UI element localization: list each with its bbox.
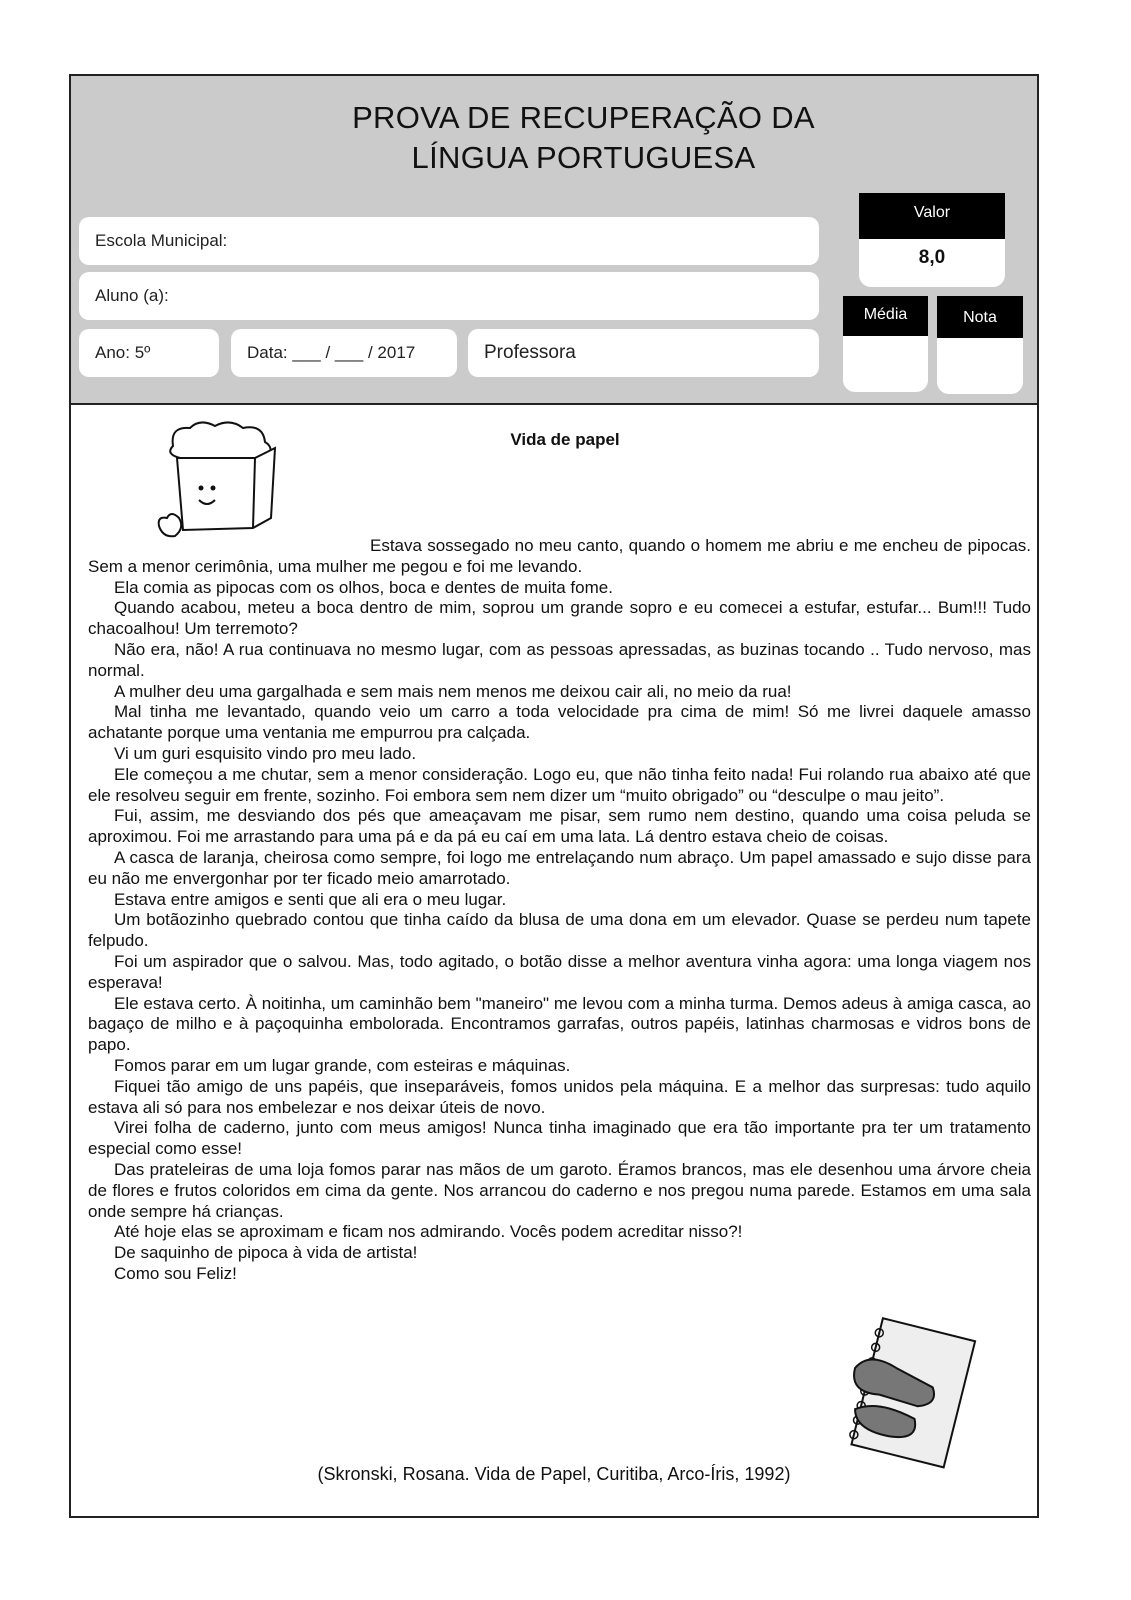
story-paragraph: Como sou Feliz! bbox=[114, 1263, 237, 1283]
story-paragraph: Ela comia as pipocas com os olhos, boca e dentes de muita fome. bbox=[114, 577, 613, 597]
value-label: Valor bbox=[859, 193, 1005, 239]
year-field[interactable] bbox=[79, 329, 219, 377]
school-field[interactable] bbox=[79, 217, 819, 265]
teacher-label: Professora bbox=[484, 342, 576, 363]
story-paragraph: Ele estava certo. À noitinha, um caminhão bem "maneiro" me levou com a minha turma. Demos adeus à amiga casca, ao bagaço de milho e à paçoquinha embolorada. Encontramos garrafas, outros papéis, latinhas charmosas e vidros bons de papo. bbox=[88, 993, 1031, 1055]
story-paragraph: Foi um aspirador que o salvou. Mas, todo agitado, o botão disse a melhor aventura vinha agora: uma longa viagem nos esperava! bbox=[88, 951, 1031, 992]
story-paragraph: De saquinho de pipoca à vida de artista! bbox=[114, 1243, 418, 1263]
date-label: Data: ___ / ___ / 2017 bbox=[247, 343, 416, 362]
school-label: Escola Municipal: bbox=[95, 231, 228, 250]
value-box bbox=[859, 193, 1005, 287]
exam-title-line2: LÍNGUA PORTUGUESA bbox=[411, 140, 756, 175]
student-field[interactable] bbox=[79, 272, 819, 320]
story-paragraph: Fui, assim, me desviando dos pés que ameaçavam me pisar, sem rumo nem destino, quando uma coisa peluda se aproximou. Foi me arrastando para uma pá e da pá eu caí em uma lata. Lá dentro estava cheio de coisas. bbox=[88, 806, 1031, 847]
story-text bbox=[88, 536, 1031, 1285]
exam-header bbox=[71, 76, 1037, 405]
story-paragraph: A mulher deu uma gargalhada e sem mais nem menos me deixou cair ali, no meio da rua! bbox=[114, 681, 792, 701]
story-paragraph: Estava entre amigos e senti que ali era o meu lugar. bbox=[114, 889, 507, 909]
story-paragraph: Fiquei tão amigo de uns papéis, que inseparáveis, fomos unidos pela máquina. E a melhor das surpresas: tudo aquilo estava ali só para nos embelezar e nos deixar úteis de novo. bbox=[88, 1076, 1031, 1117]
notebook-character-illustration bbox=[821, 1311, 991, 1476]
story-paragraph: Mal tinha me levantado, quando veio um carro a toda velocidade pra cima de mim! Só me livrei daquele amasso achatante porque uma ventania me empurrou pra calçada. bbox=[88, 702, 1031, 743]
story-paragraph: Até hoje elas se aproximam e ficam nos admirando. Vocês podem acreditar nisso?! bbox=[114, 1222, 743, 1242]
date-field[interactable] bbox=[231, 329, 457, 377]
story-paragraph: Vi um guri esquisito vindo pro meu lado. bbox=[114, 743, 417, 763]
story-paragraph: Das prateleiras de uma loja fomos parar nas mãos de um garoto. Éramos brancos, mas ele desenhou uma árvore cheia de flores e frutos coloridos em cima da gente. Nos arrancou do caderno e nos pregou numa parede. Estamos em uma sala onde sempre há crianças. bbox=[88, 1159, 1031, 1221]
story-paragraph: Ele começou a me chutar, sem a menor consideração. Logo eu, que não tinha feito nada! Fui rolando rua abaixo até que ele resolveu seguir em frente, sozinho. Foi embora sem nem dizer um “muito obrigado” ou “desculpe o mau jeito”. bbox=[88, 764, 1031, 805]
story-paragraph: Um botãozinho quebrado contou que tinha caído da blusa de uma dona em um elevador. Quase se perdeu num tapete felpudo. bbox=[88, 910, 1031, 951]
exam-title-line1: PROVA DE RECUPERAÇÃO DA bbox=[352, 100, 815, 135]
story-paragraph: Quando acabou, meteu a boca dentro de mim, soprou um grande sopro e eu comecei a estufar, estufar... Bum!!! Tudo chacoalhou! Um terremoto? bbox=[88, 598, 1031, 639]
average-label: Média bbox=[843, 296, 928, 336]
story-paragraph: Estava sossegado no meu canto, quando o homem me abriu e me encheu de pipocas. Sem a menor cerimônia, uma mulher me pegou e foi me levando. bbox=[88, 536, 1031, 576]
student-label: Aluno (a): bbox=[95, 286, 169, 305]
teacher-field[interactable] bbox=[468, 329, 819, 377]
average-box[interactable] bbox=[843, 296, 928, 392]
grade-label: Nota bbox=[937, 296, 1023, 338]
story-title: Vida de papel bbox=[510, 430, 620, 449]
value-amount: 8,0 bbox=[918, 247, 946, 268]
story-paragraph: Não era, não! A rua continuava no mesmo lugar, com as pessoas apressadas, as buzinas tocando .. Tudo nervoso, mas normal. bbox=[88, 639, 1031, 680]
story-paragraph: Virei folha de caderno, junto com meus amigos! Nunca tinha imaginado que era tão importante pra ter um tratamento especial como esse! bbox=[88, 1118, 1031, 1159]
citation: (Skronski, Rosana. Vida de Papel, Curitiba, Arco-Íris, 1992) bbox=[317, 1464, 791, 1484]
year-label: Ano: 5º bbox=[95, 343, 151, 362]
grade-box[interactable] bbox=[937, 296, 1023, 394]
story-paragraph: A casca de laranja, cheirosa como sempre, foi logo me entrelaçando num abraço. Um papel amassado e sujo disse para eu não me envergonhar por ter ficado meio amarrotado. bbox=[88, 847, 1031, 888]
story-paragraph: Fomos parar em um lugar grande, com esteiras e máquinas. bbox=[114, 1055, 571, 1075]
